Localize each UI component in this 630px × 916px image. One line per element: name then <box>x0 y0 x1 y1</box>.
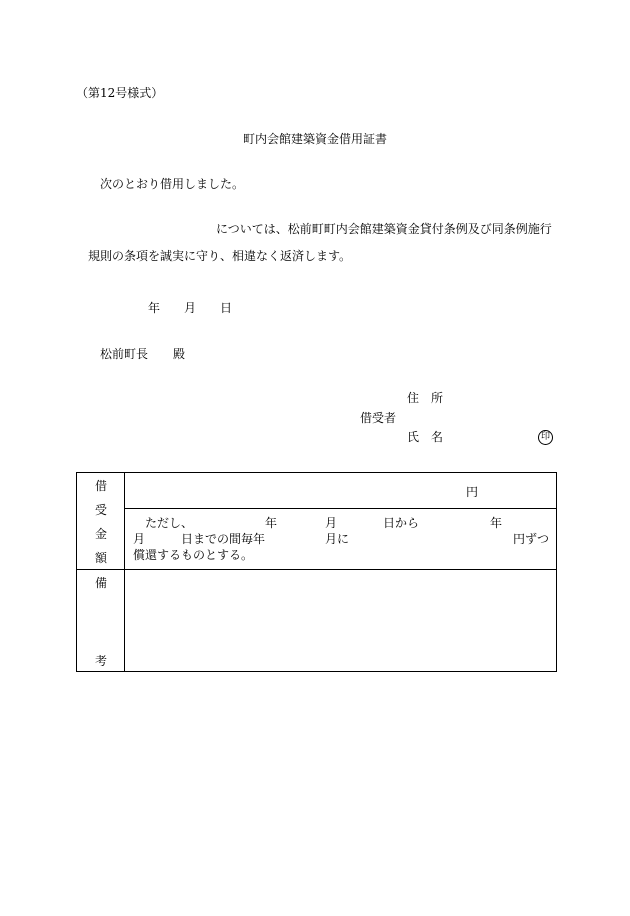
body-text-line2: 規則の条項を誠実に守り、相違なく返済します。 <box>88 249 352 263</box>
date-year: 年 <box>148 301 161 315</box>
amount-label-char-1: 借 <box>95 479 108 493</box>
terms-month-1: 月 <box>325 516 338 530</box>
name-label: 氏 名 <box>407 430 444 444</box>
remarks-label-char-2: 考 <box>95 654 108 668</box>
terms-year-2: 年 <box>490 516 503 530</box>
amount-label-char-4: 額 <box>95 551 108 565</box>
date-month: 月 <box>184 301 197 315</box>
honorific: 殿 <box>173 347 186 361</box>
remarks-label-char-1: 備 <box>95 576 108 590</box>
seal-mark: 印 <box>538 430 553 445</box>
terms-year-1: 年 <box>265 516 278 530</box>
terms-until-every-year: 日までの間毎年 <box>181 532 266 546</box>
terms-day-from: 日から <box>383 516 420 530</box>
amount-label-char-2: 受 <box>95 503 108 517</box>
borrower-label: 借受者 <box>360 411 397 425</box>
loan-table <box>76 472 557 672</box>
date-day: 日 <box>220 301 233 315</box>
form-number: （第12号様式） <box>76 86 164 100</box>
addressee: 松前町長 <box>100 347 149 361</box>
intro-text: 次のとおり借用しました。 <box>100 177 245 191</box>
terms-however: ただし、 <box>145 516 194 530</box>
terms-month-2: 月 <box>133 532 146 546</box>
table-divider-amount <box>124 508 556 509</box>
amount-label-char-3: 金 <box>95 527 108 541</box>
address-label: 住 所 <box>407 391 444 405</box>
terms-yen-each: 円ずつ <box>513 532 550 546</box>
document-title: 町内会館建築資金借用証書 <box>243 132 388 146</box>
body-text-line1: については、松前町町内会館建築資金貸付条例及び同条例施行 <box>216 222 552 236</box>
table-divider-vertical <box>124 473 125 671</box>
terms-month-in: 月に <box>325 532 350 546</box>
table-divider-remarks <box>77 569 556 570</box>
yen-unit: 円 <box>466 485 479 499</box>
terms-repay: 償還するものとする。 <box>133 548 254 562</box>
